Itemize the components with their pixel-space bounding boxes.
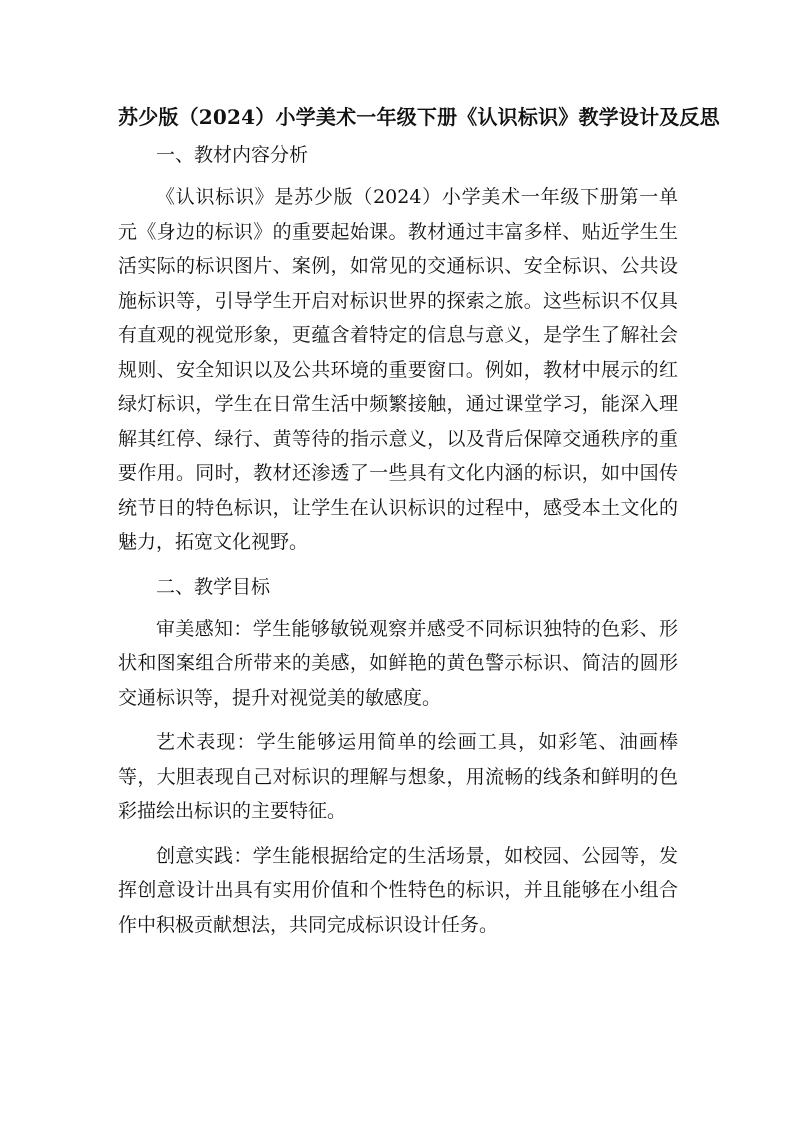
paragraph-artistic-expression: 艺术表现：学生能够运用简单的绘画工具，如彩笔、油画棒等，大胆表现自己对标识的理解与想象，用流畅的线条和鲜明的色彩描绘出标识的主要特征。 [118,731,678,822]
paragraph-aesthetic-perception: 审美感知：学生能够敏锐观察并感受不同标识独特的色彩、形状和图案组合所带来的美感，如鲜艳的黄色警示标识、简洁的圆形交通标识等，提升对视觉美的敏感度。 [118,617,678,709]
document-title: 苏少版（2024）小学美术一年级下册《认识标识》教学设计及反思 [118,105,720,129]
document-body [118,100,720,952]
paragraph-material-analysis: 《认识标识》是苏少版（2024）小学美术一年级下册第一单元《身边的标识》的重要起始课。教材通过丰富多样、贴近学生生活实际的标识图片、案例，如常见的交通标识、安全标识、公共设施标识等，引导学生开启对标识世界的探索之旅。这些标识不仅具有直观的视觉形象，更蕴含着特定的信息与意义，是学生了解社会规则、安全知识以及公共环境的重要窗口。例如，教材中展示的红绿灯标识，学生在日常生活中频繁接触，通过课堂学习，能深入理解其红停、绿行、黄等待的指示意义，以及背后保障交通秩序的重要作用。同时，教材还渗透了一些具有文化内涵的标识，如中国传统节日的特色标识，让学生在认识标识的过程中，感受本土文化的魅力，拓宽文化视野。 [118,186,678,553]
paragraph-creative-practice: 创意实践：学生能根据给定的生活场景，如校园、公园等，发挥创意设计出具有实用价值和个性特色的标识，并且能够在小组合作中积极贡献想法，共同完成标识设计任务。 [118,844,678,936]
section-heading-material-analysis: 一、教材内容分析 [156,144,309,166]
section-heading-teaching-goals: 二、教学目标 [156,575,271,598]
